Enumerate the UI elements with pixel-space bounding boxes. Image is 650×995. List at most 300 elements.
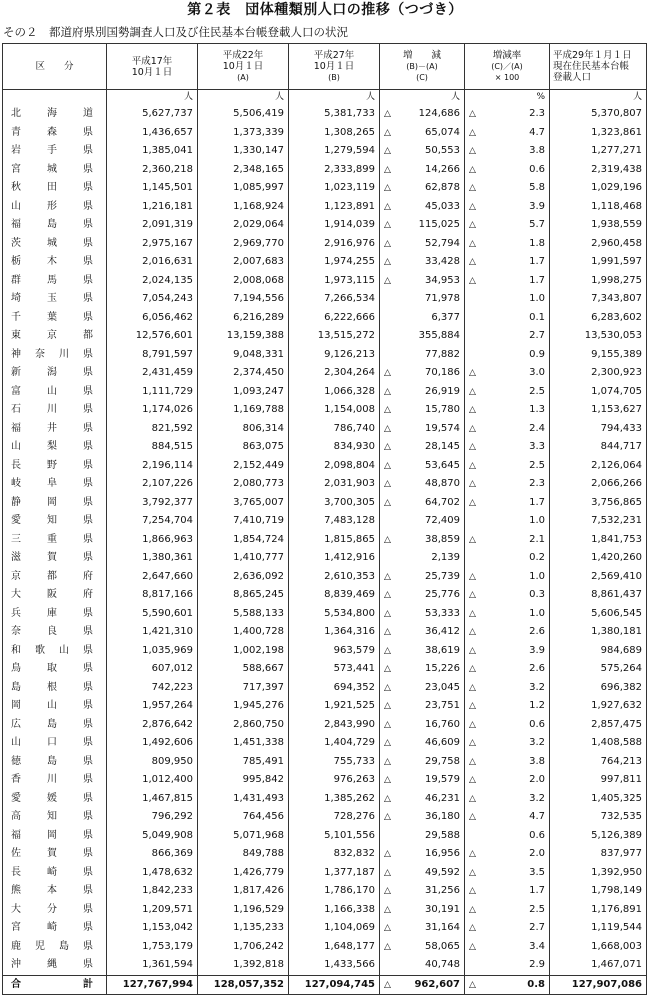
pop-h27: 1,433,566	[289, 956, 380, 975]
pop-h17: 1,478,632	[107, 864, 198, 883]
negative-marker: △	[384, 590, 391, 600]
rate-cell-value: 2.4	[529, 422, 545, 434]
table-row	[3, 901, 647, 920]
region-name-text: 岡 山 県	[11, 700, 93, 711]
pop-h27: 9,126,213	[289, 346, 380, 365]
region-name-text: 岩 手 県	[11, 145, 93, 156]
change-cell-value: 29,588	[425, 829, 460, 841]
pop-juki: 5,370,807	[550, 105, 647, 124]
region-name	[3, 827, 107, 846]
change-cell	[380, 623, 465, 642]
rate-cell	[465, 771, 550, 790]
pop-juki: 2,066,266	[550, 475, 647, 494]
negative-marker	[384, 956, 398, 975]
pop-juki: 1,938,559	[550, 216, 647, 235]
region-name-text: 奈 良 県	[11, 626, 93, 637]
change-cell	[380, 568, 465, 587]
rate-cell	[465, 734, 550, 753]
negative-marker: △	[469, 738, 476, 748]
region-name-text: 長 崎 県	[11, 866, 93, 878]
negative-marker: △	[384, 941, 391, 952]
pop-h27: 786,740	[289, 420, 380, 439]
negative-marker: △	[469, 645, 476, 656]
region-name-text: 熊 本 県	[11, 885, 93, 896]
region-name-text: 沖 縄 県	[11, 959, 93, 970]
change-cell	[380, 253, 465, 272]
negative-marker: △	[469, 775, 476, 785]
pop-juki: 2,960,458	[550, 235, 647, 254]
region-name-text: 岐 阜 県	[11, 478, 93, 489]
change-cell-value: 62,878	[425, 182, 460, 193]
region-name-text: 鳥 取 県	[11, 663, 93, 674]
region-name	[3, 771, 107, 790]
rate-cell-value: 1.7	[529, 274, 545, 286]
rate-cell-value: 4.7	[529, 126, 545, 138]
rate-cell	[465, 253, 550, 272]
change-cell-value: 65,074	[425, 126, 460, 138]
pop-h27: 1,921,525	[289, 697, 380, 716]
pop-h22: 13,159,388	[198, 327, 289, 346]
negative-marker: △	[469, 701, 476, 711]
rate-cell-value: 3.2	[529, 737, 545, 748]
rate-cell	[465, 198, 550, 217]
negative-marker: △	[384, 238, 391, 249]
region-name	[3, 549, 107, 568]
negative-marker: △	[469, 867, 476, 878]
pop-h17: 1,753,179	[107, 938, 198, 957]
change-cell	[380, 290, 465, 309]
change-cell	[380, 364, 465, 383]
pop-h17: 2,360,218	[107, 161, 198, 180]
pop-h27: 834,930	[289, 438, 380, 457]
pop-h22: 1,373,339	[198, 124, 289, 143]
pop-h27: 2,098,804	[289, 457, 380, 476]
region-name	[3, 198, 107, 217]
pop-h27: 1,404,729	[289, 734, 380, 753]
pop-juki: 1,277,271	[550, 142, 647, 161]
pop-h22: 1,945,276	[198, 697, 289, 716]
pop-juki: 794,433	[550, 420, 647, 439]
pop-h17: 8,817,166	[107, 586, 198, 605]
region-name	[3, 327, 107, 346]
rate-cell	[465, 161, 550, 180]
change-cell	[380, 531, 465, 550]
pop-h27: 1,974,255	[289, 253, 380, 272]
pop-h17: 2,016,631	[107, 253, 198, 272]
change-cell-value: 64,702	[425, 496, 460, 508]
rate-cell	[465, 660, 550, 679]
unit-juki: 人	[550, 90, 647, 106]
change-cell-value: 2,139	[431, 552, 460, 563]
change-cell-value: 355,884	[418, 330, 460, 341]
pop-juki: 1,405,325	[550, 790, 647, 809]
pop-h22: 1,854,724	[198, 531, 289, 550]
header-rate: 増減率 (C)／(A) × 100	[465, 44, 550, 90]
pop-h17: 1,153,042	[107, 919, 198, 938]
region-name-text: 群 馬 県	[11, 274, 93, 286]
rate-cell-value: 2.5	[529, 459, 545, 471]
table-row	[3, 568, 647, 587]
region-name-text: 茨 城 県	[11, 237, 93, 249]
negative-marker: △	[469, 442, 476, 452]
negative-marker	[469, 290, 483, 309]
change-cell	[380, 549, 465, 568]
rate-cell	[465, 753, 550, 772]
region-name	[3, 716, 107, 735]
change-cell	[380, 309, 465, 328]
rate-cell-value: 3.9	[529, 644, 545, 656]
population-table	[2, 43, 647, 995]
total-row	[3, 975, 647, 995]
region-name-text: 新 潟 県	[11, 367, 93, 378]
table-row	[3, 235, 647, 254]
region-name-text: 広 島 県	[11, 718, 93, 730]
rate-cell	[465, 568, 550, 587]
rate-cell-value: 2.5	[529, 903, 545, 915]
rate-cell-value: 0.6	[529, 718, 545, 730]
negative-marker: △	[384, 627, 391, 637]
change-cell-value: 50,553	[425, 145, 460, 156]
negative-marker: △	[469, 109, 476, 119]
rate-cell	[465, 383, 550, 402]
change-cell-value: 49,592	[425, 866, 460, 878]
rate-cell	[465, 272, 550, 291]
pop-h22: 1,392,818	[198, 956, 289, 975]
rate-cell-value: 1.0	[529, 293, 545, 304]
region-name-text: 宮 崎 県	[11, 922, 93, 933]
change-cell-value: 36,180	[425, 811, 460, 822]
pop-juki: 844,717	[550, 438, 647, 457]
rate-cell	[465, 938, 550, 957]
table-row	[3, 716, 647, 735]
table-row	[3, 253, 647, 272]
change-cell-value: 19,579	[425, 774, 460, 785]
negative-marker: △	[469, 590, 476, 600]
rate-cell	[465, 790, 550, 809]
region-name	[3, 697, 107, 716]
table-title: 第２表 団体種類別人口の推移（つづき）	[187, 2, 463, 18]
pop-h17: 127,767,994	[107, 975, 198, 995]
rate-cell-value: 2.0	[529, 774, 545, 785]
negative-marker: △	[469, 627, 476, 637]
region-name	[3, 586, 107, 605]
pop-h22: 849,788	[198, 845, 289, 864]
rate-cell	[465, 457, 550, 476]
pop-h22: 7,194,556	[198, 290, 289, 309]
rate-cell-value: 0.9	[529, 348, 545, 360]
table-row	[3, 956, 647, 975]
region-name-text: 愛 知 県	[11, 515, 93, 526]
table-row	[3, 679, 647, 698]
change-cell	[380, 124, 465, 143]
pop-h22: 2,152,449	[198, 457, 289, 476]
rate-cell	[465, 864, 550, 883]
unit-blank	[3, 90, 107, 106]
change-cell	[380, 475, 465, 494]
header-change-sub2: (C)	[416, 73, 428, 82]
region-name	[3, 938, 107, 957]
pop-h27: 1,377,187	[289, 864, 380, 883]
pop-h17: 1,216,181	[107, 198, 198, 217]
pop-juki: 2,126,064	[550, 457, 647, 476]
negative-marker	[469, 827, 483, 846]
table-row	[3, 475, 647, 494]
pop-h27: 5,101,556	[289, 827, 380, 846]
pop-h22: 3,765,007	[198, 494, 289, 513]
pop-juki: 2,319,438	[550, 161, 647, 180]
table-row	[3, 790, 647, 809]
region-name-text: 静 岡 県	[11, 496, 93, 508]
negative-marker	[384, 309, 398, 328]
pop-h17: 1,957,264	[107, 697, 198, 716]
pop-h27: 2,843,990	[289, 716, 380, 735]
table-row	[3, 623, 647, 642]
table-row	[3, 845, 647, 864]
region-name	[3, 623, 107, 642]
pop-h22: 5,506,419	[198, 105, 289, 124]
region-name	[3, 790, 107, 809]
region-name	[3, 105, 107, 124]
change-cell	[380, 734, 465, 753]
negative-marker: △	[469, 812, 476, 822]
region-name	[3, 901, 107, 920]
change-cell-value: 38,619	[425, 644, 460, 656]
change-cell	[380, 901, 465, 920]
change-cell-value: 31,164	[425, 922, 460, 933]
rate-cell-value: 3.5	[529, 866, 545, 878]
pop-h17: 1,492,606	[107, 734, 198, 753]
region-name-text: 埼 玉 県	[11, 293, 93, 304]
negative-marker: △	[384, 201, 391, 212]
change-cell	[380, 327, 465, 346]
pop-juki: 984,689	[550, 642, 647, 661]
change-cell	[380, 975, 465, 995]
table-row	[3, 364, 647, 383]
negative-marker: △	[469, 220, 476, 230]
header-rate-sub: (C)／(A)	[491, 62, 523, 71]
rate-cell-value: 1.7	[529, 256, 545, 267]
table-row	[3, 919, 647, 938]
pop-h22: 1,002,198	[198, 642, 289, 661]
region-name	[3, 475, 107, 494]
pop-h17: 2,091,319	[107, 216, 198, 235]
negative-marker: △	[384, 386, 391, 397]
table-row	[3, 882, 647, 901]
pop-h22: 2,860,750	[198, 716, 289, 735]
rate-cell-value: 3.8	[529, 755, 545, 767]
table-row	[3, 179, 647, 198]
unit-h22: 人	[198, 90, 289, 106]
table-row	[3, 401, 647, 420]
rate-cell	[465, 309, 550, 328]
change-cell-value: 16,956	[425, 848, 460, 859]
pop-h17: 1,380,361	[107, 549, 198, 568]
pop-h27: 573,441	[289, 660, 380, 679]
region-name	[3, 438, 107, 457]
negative-marker: △	[469, 904, 476, 915]
negative-marker: △	[469, 682, 476, 693]
table-row	[3, 309, 647, 328]
region-name-text: 鹿 児 島 県	[11, 940, 93, 952]
unit-row	[3, 90, 647, 106]
region-name	[3, 531, 107, 550]
header-h22-sub: (A)	[237, 73, 249, 82]
change-cell	[380, 346, 465, 365]
region-name	[3, 512, 107, 531]
pop-h17: 2,196,114	[107, 457, 198, 476]
pop-h27: 1,154,008	[289, 401, 380, 420]
pop-juki: 7,343,807	[550, 290, 647, 309]
pop-h22: 1,400,728	[198, 623, 289, 642]
change-cell	[380, 697, 465, 716]
region-name-text: 秋 田 県	[11, 182, 93, 193]
rate-cell-value: 0.3	[529, 589, 545, 600]
region-name-text: 合 計	[11, 978, 93, 990]
table-row	[3, 383, 647, 402]
region-name	[3, 364, 107, 383]
change-cell-value: 23,751	[425, 700, 460, 711]
negative-marker: △	[469, 571, 476, 582]
pop-h22: 1,817,426	[198, 882, 289, 901]
rate-cell-value: 2.6	[529, 663, 545, 674]
table-row	[3, 734, 647, 753]
rate-cell	[465, 549, 550, 568]
pop-h17: 5,627,737	[107, 105, 198, 124]
pop-h27: 1,104,069	[289, 919, 380, 938]
pop-juki: 2,857,475	[550, 716, 647, 735]
region-name-text: 長 野 県	[11, 459, 93, 471]
region-name-text: 北 海 道	[11, 108, 93, 119]
region-name	[3, 808, 107, 827]
pop-juki: 997,811	[550, 771, 647, 790]
pop-h27: 1,973,115	[289, 272, 380, 291]
rate-cell-value: 4.7	[529, 811, 545, 822]
region-name-text: 大 阪 府	[11, 589, 93, 600]
pop-h27: 5,534,800	[289, 605, 380, 624]
pop-h17: 3,792,377	[107, 494, 198, 513]
pop-h17: 796,292	[107, 808, 198, 827]
pop-h27: 7,483,128	[289, 512, 380, 531]
table-row	[3, 494, 647, 513]
change-cell-value: 25,776	[425, 589, 460, 600]
rate-cell	[465, 327, 550, 346]
region-name	[3, 346, 107, 365]
pop-h22: 785,491	[198, 753, 289, 772]
rate-cell	[465, 235, 550, 254]
negative-marker: △	[469, 127, 476, 138]
change-cell	[380, 753, 465, 772]
rate-cell	[465, 605, 550, 624]
pop-h22: 1,085,997	[198, 179, 289, 198]
region-name	[3, 161, 107, 180]
pop-juki: 1,176,891	[550, 901, 647, 920]
negative-marker: △	[384, 257, 391, 267]
change-cell-value: 53,645	[425, 459, 460, 471]
negative-marker	[384, 346, 398, 365]
change-cell	[380, 401, 465, 420]
rate-cell-value: 1.0	[529, 570, 545, 582]
pop-h27: 1,914,039	[289, 216, 380, 235]
pop-h27: 1,364,316	[289, 623, 380, 642]
pop-juki: 2,300,923	[550, 364, 647, 383]
pop-juki: 6,283,602	[550, 309, 647, 328]
table-row	[3, 586, 647, 605]
negative-marker: △	[469, 460, 476, 471]
pop-juki: 3,756,865	[550, 494, 647, 513]
pop-h27: 1,815,865	[289, 531, 380, 550]
change-cell	[380, 771, 465, 790]
negative-marker: △	[469, 257, 476, 267]
pop-juki: 1,392,950	[550, 864, 647, 883]
pop-h22: 2,029,064	[198, 216, 289, 235]
negative-marker: △	[384, 608, 391, 619]
rate-cell-value: 2.3	[529, 478, 545, 489]
table-row	[3, 105, 647, 124]
unit-change: 人	[380, 90, 465, 106]
change-cell-value: 40,748	[425, 959, 460, 970]
rate-cell-value: 3.8	[529, 145, 545, 156]
change-cell	[380, 179, 465, 198]
region-name-text: 和 歌 山 県	[11, 644, 93, 656]
table-row	[3, 512, 647, 531]
table-row	[3, 290, 647, 309]
negative-marker: △	[384, 979, 391, 990]
change-cell	[380, 956, 465, 975]
pop-h17: 6,056,462	[107, 309, 198, 328]
rate-cell-value: 2.0	[529, 848, 545, 859]
change-cell	[380, 198, 465, 217]
rate-cell-value: 1.0	[529, 515, 545, 526]
rate-cell	[465, 420, 550, 439]
rate-cell-value: 0.1	[529, 311, 545, 323]
pop-h22: 1,451,338	[198, 734, 289, 753]
change-cell-value: 70,186	[425, 367, 460, 378]
negative-marker: △	[384, 368, 391, 378]
rate-cell-value: 2.7	[529, 922, 545, 933]
change-cell-value: 77,882	[425, 348, 460, 360]
pop-juki: 2,569,410	[550, 568, 647, 587]
header-h17: 平成17年 10月１日	[107, 44, 198, 90]
header-h22: 平成22年 10月１日 (A)	[198, 44, 289, 90]
table-row	[3, 142, 647, 161]
pop-juki: 9,155,389	[550, 346, 647, 365]
region-name	[3, 235, 107, 254]
negative-marker: △	[469, 849, 476, 859]
rate-cell-value: 0.6	[529, 829, 545, 841]
pop-h27: 2,304,264	[289, 364, 380, 383]
negative-marker: △	[384, 886, 391, 896]
region-name	[3, 605, 107, 624]
negative-marker: △	[469, 183, 476, 193]
pop-h27: 1,786,170	[289, 882, 380, 901]
change-cell	[380, 919, 465, 938]
negative-marker: △	[384, 275, 391, 286]
change-cell	[380, 142, 465, 161]
change-cell-value: 23,045	[425, 681, 460, 693]
pop-h22: 1,169,788	[198, 401, 289, 420]
rate-cell	[465, 956, 550, 975]
table-row	[3, 808, 647, 827]
pop-h27: 1,166,338	[289, 901, 380, 920]
pop-h22: 1,196,529	[198, 901, 289, 920]
pop-h22: 588,667	[198, 660, 289, 679]
pop-h17: 1,866,963	[107, 531, 198, 550]
change-cell	[380, 642, 465, 661]
negative-marker: △	[384, 682, 391, 693]
change-cell	[380, 216, 465, 235]
pop-h27: 8,839,469	[289, 586, 380, 605]
region-name-text: 富 山 県	[11, 385, 93, 397]
